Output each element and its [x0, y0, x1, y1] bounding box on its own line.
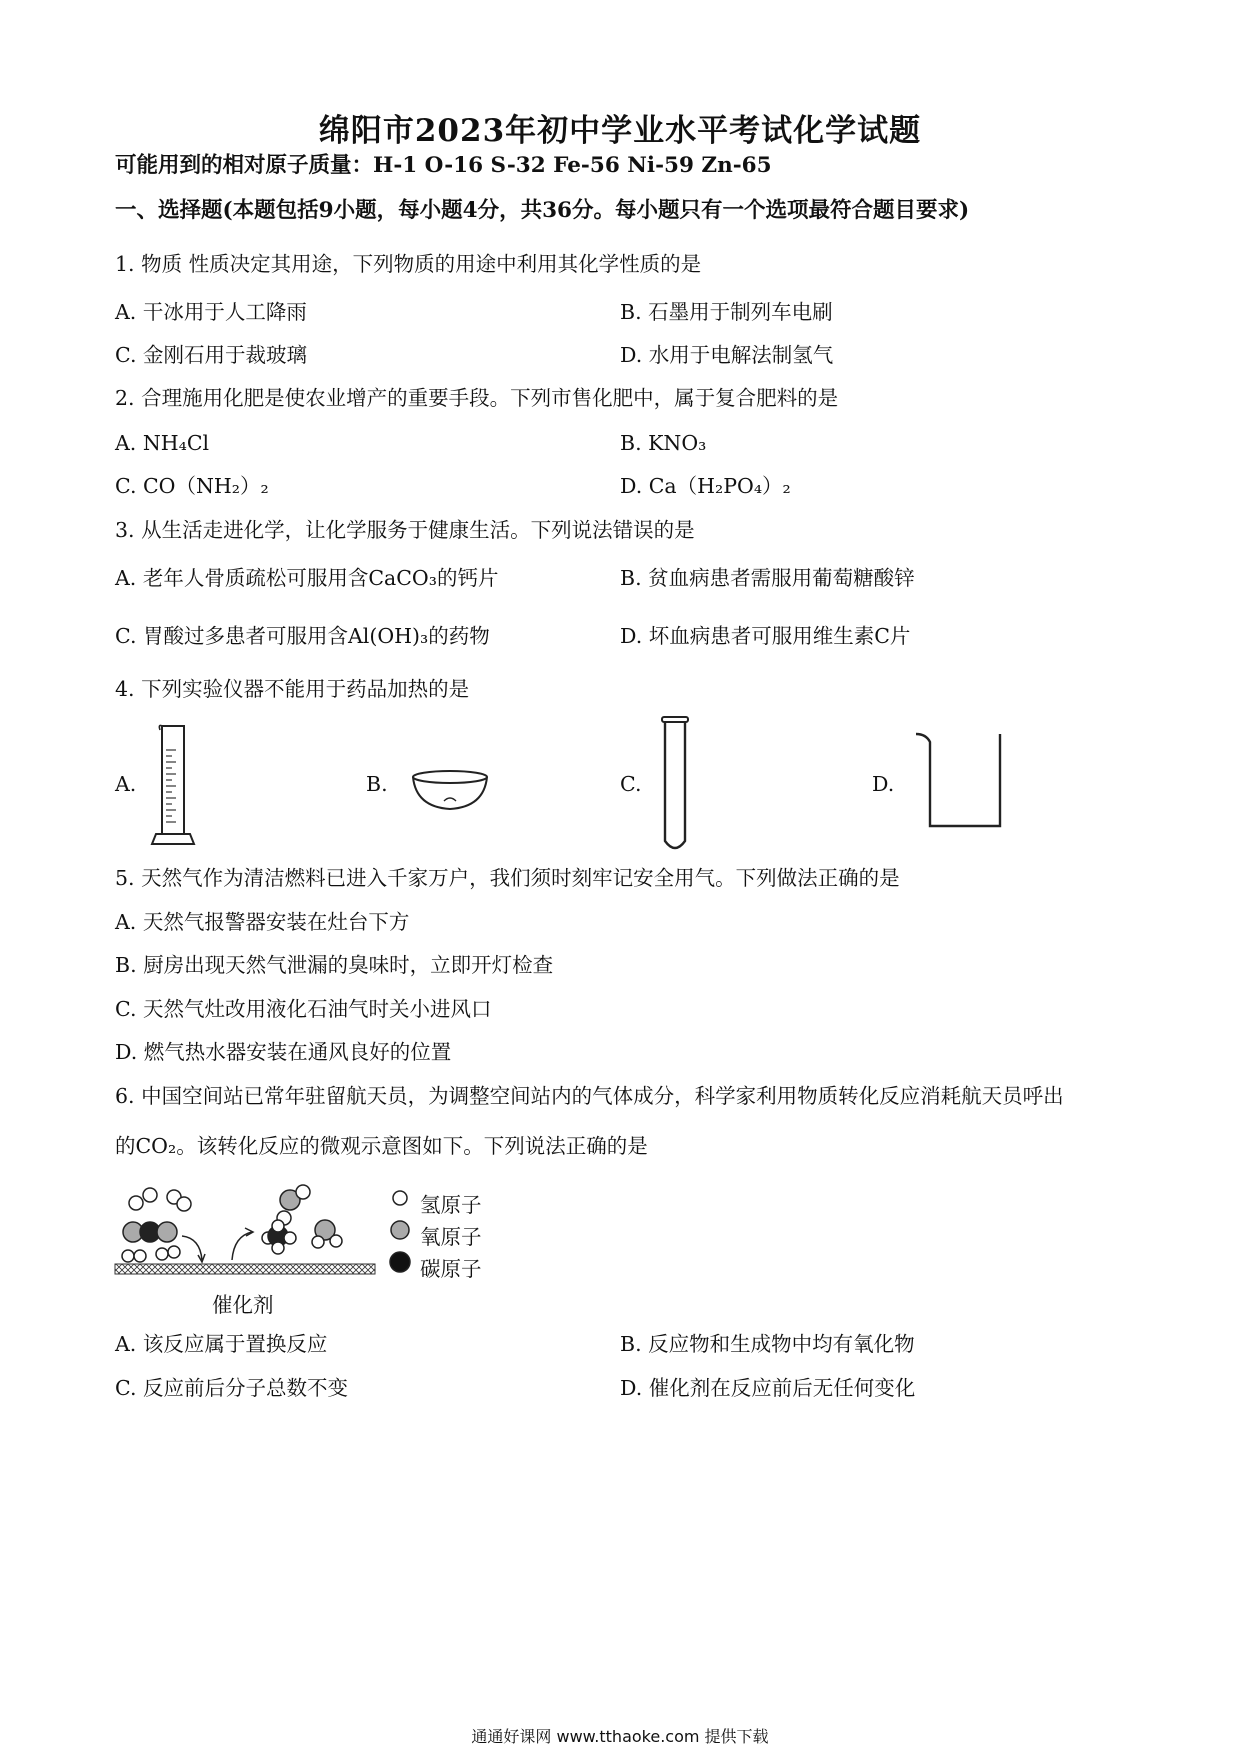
question-5-stem: 5. 天然气作为清洁燃料已进入千家万户，我们须时刻牢记安全用气。下列做法正确的是 [115, 866, 900, 890]
q5-option-d: D. 燃气热水器安装在通风良好的位置 [115, 1040, 452, 1064]
section-heading: 一、选择题(本题包括9小题，每小题4分，共36分。每小题只有一个选项最符合题目要求) [115, 198, 970, 223]
question-1-stem: 1. 物质 性质决定其用途，下列物质的用途中利用其化学性质的是 [115, 252, 702, 276]
page-title: 绵阳市2023年初中学业水平考试化学试题 [318, 113, 922, 149]
legend-oxygen: 氧原子 [420, 1225, 482, 1249]
q1-option-b: B. 石墨用于制列车电刷 [620, 300, 833, 324]
q6-option-d: D. 催化剂在反应前后无任何变化 [620, 1376, 916, 1400]
q4-option-b-label: B. [366, 772, 388, 796]
graduated-cylinder-icon [148, 720, 208, 850]
q4-option-d-label: D. [872, 772, 895, 796]
evaporating-dish-icon [410, 765, 490, 815]
beaker-icon [912, 730, 1008, 834]
q5-option-c: C. 天然气灶改用液化石油气时关小进风口 [115, 997, 492, 1021]
question-2-stem: 2. 合理施用化肥是使农业增产的重要手段。下列市售化肥中，属于复合肥料的是 [115, 386, 839, 410]
q2-option-a: A. NH₄Cl [115, 431, 210, 455]
q3-option-c: C. 胃酸过多患者可服用含Al(OH)₃的药物 [115, 624, 490, 648]
q1-option-c: C. 金刚石用于裁玻璃 [115, 343, 307, 367]
question-3-stem: 3. 从生活走进化学，让化学服务于健康生活。下列说法错误的是 [115, 518, 695, 542]
question-6-stem: 6. 中国空间站已常年驻留航天员，为调整空间站内的气体成分，科学家利用物质转化反应消耗航天员呼出 [115, 1084, 1064, 1108]
legend-carbon: 碳原子 [420, 1257, 482, 1281]
q5-option-a: A. 天然气报警器安装在灶台下方 [115, 910, 410, 934]
q2-option-b: B. KNO₃ [620, 431, 707, 455]
q3-option-a: A. 老年人骨质疏松可服用含CaCO₃的钙片 [115, 566, 499, 590]
q2-option-d: D. Ca（H₂PO₄）₂ [620, 474, 791, 498]
q1-option-a: A. 干冰用于人工降雨 [115, 300, 307, 324]
q1-option-d: D. 水用于电解法制氢气 [620, 343, 834, 367]
q4-option-a-label: A. [115, 772, 137, 796]
q3-option-d: D. 坏血病患者可服用维生素C片 [620, 624, 911, 648]
atomic-mass-line: 可能用到的相对原子质量：H-1 O-16 S-32 Fe-56 Ni-59 Zn-65 [115, 153, 772, 178]
footer-watermark: 通通好课网 www.tthaoke.com 提供下载 [471, 1727, 769, 1746]
question-4-stem: 4. 下列实验仪器不能用于药品加热的是 [115, 677, 470, 701]
catalyst-label: 催化剂 [212, 1293, 274, 1317]
q6-option-c: C. 反应前后分子总数不变 [115, 1376, 348, 1400]
q3-option-b: B. 贫血病患者需服用葡萄糖酸锌 [620, 566, 915, 590]
q5-option-b: B. 厨房出现天然气泄漏的臭味时，立即开灯检查 [115, 953, 554, 977]
test-tube-icon [655, 715, 695, 861]
legend-hydrogen: 氢原子 [420, 1193, 482, 1217]
question-6-stem-continued: 的CO₂。该转化反应的微观示意图如下。下列说法正确的是 [115, 1134, 648, 1158]
q6-option-b: B. 反应物和生成物中均有氧化物 [620, 1332, 915, 1356]
q2-option-c: C. CO（NH₂）₂ [115, 474, 269, 498]
q6-option-a: A. 该反应属于置换反应 [115, 1332, 328, 1356]
q4-option-c-label: C. [620, 772, 642, 796]
